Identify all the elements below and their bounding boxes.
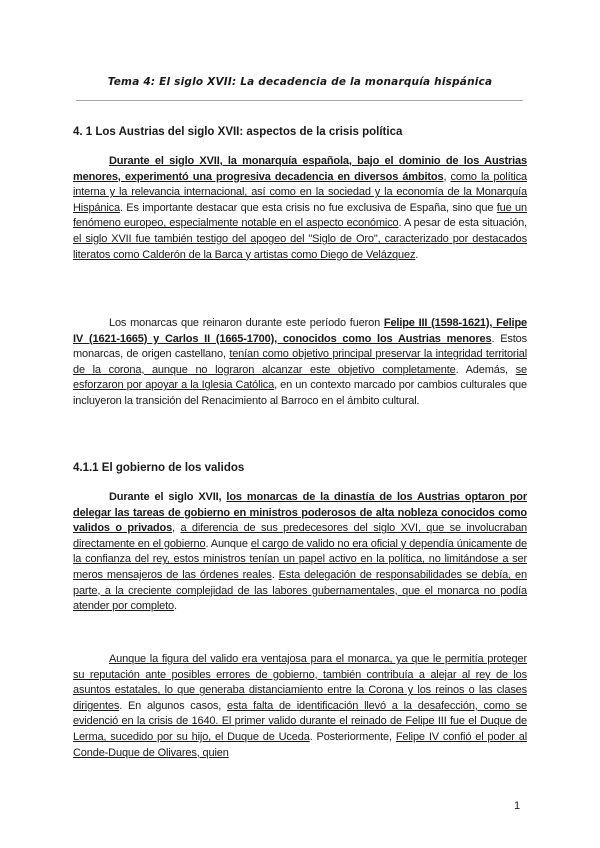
text-span: . bbox=[415, 248, 419, 261]
text-span: tenían como objetivo principal preservar la integridad territorial de la corona, aunque no lograron alcanzar este objetivo completamente bbox=[73, 348, 527, 376]
title-divider bbox=[76, 100, 523, 101]
text-span: . Aunque bbox=[205, 537, 251, 550]
text-span: los monarcas de la dinastía de los Austrias optaron por delegar las tareas de gobierno en ministros poderosos de alta nobleza conocidos como validos o privados bbox=[73, 491, 527, 535]
text-span: . Es importante destacar que esta crisis no fue exclusiva de España, sino que bbox=[119, 201, 497, 214]
text-span: el cargo de valido no era oficial y dependía únicamente de la confianza del rey, estos ministros tenían un papel activo en la política, no limitándose a ser meros mensajeros de las órdenes reales bbox=[73, 537, 527, 581]
paragraph-gobierno-validos bbox=[73, 490, 527, 615]
text-span: . Estos monarcas, de origen castellano, bbox=[73, 332, 527, 361]
text-span: como la política interna y la relevancia internacional, así como en la sociedad y la economía de la Monarquía Hispánica bbox=[73, 170, 528, 214]
text-span: Durante el siglo XVII, bbox=[109, 491, 227, 503]
text-span: Los monarcas que reinaron durante este período fueron bbox=[109, 317, 384, 329]
section-heading-validos: 4.1.1 El gobierno de los validos bbox=[73, 462, 245, 474]
text-span: se esforzaron por apoyar a la Iglesia Católica bbox=[73, 363, 527, 392]
text-span: . bbox=[173, 600, 177, 613]
section-heading-austrias: 4. 1 Los Austrias del siglo XVII: aspectos de la crisis política bbox=[73, 126, 403, 138]
text-span: . En algunos casos, bbox=[119, 699, 228, 712]
text-span: Aunque la figura del valido era ventajosa para el monarca, ya que le permitía proteger su reputación ante posibles errores de gobierno, también contribuía a alejar al rey de los asuntos estatales, lo que generaba distanciamiento entre la Corona y los reinos o las clases dirigentes bbox=[73, 653, 527, 712]
paragraph-monarcas bbox=[73, 316, 527, 410]
text-span: Durante el siglo XVII, la monarquía española, bajo el dominio de los Austrias menores, experimentó una progresiva decadencia en diversos ámbitos bbox=[73, 155, 527, 183]
document-title: Tema 4: El siglo XVII: La decadencia de la monarquía hispánica bbox=[107, 76, 493, 88]
paragraph-figura-valido bbox=[73, 652, 527, 761]
text-span: Esta delegación de responsabilidades se debía, en parte, a la creciente complejidad de las labores gubernamentales, que el monarca no podía atender por completo bbox=[73, 568, 527, 613]
text-span: el siglo XVII fue también testigo del apogeo del "Siglo de Oro", caracterizado por destacados literatos como Calderón de la Barca y artistas como Diego de Velázquez bbox=[73, 232, 527, 261]
text-span: a diferencia de sus predecesores del siglo XVI, que se involucraban directamente en el gobierno bbox=[73, 522, 528, 550]
text-span: Felipe IV confió el poder al Conde-Duque de Olivares, quien bbox=[73, 730, 527, 759]
text-span: esta falta de identificación llevó a la desafección, como se evidenció en la crisis de 1640. El primer valido durante el reinado de Felipe III fue el Duque de Lerma, sucedido por su hijo, el Duque de Uceda bbox=[73, 699, 527, 743]
text-span: . Además, bbox=[455, 363, 516, 376]
text-span: fue un fenómeno europeo, especialmente notable en el aspecto económico bbox=[73, 201, 527, 230]
text-span: Felipe III (1598-1621), Felipe IV (1621-1665) y Carlos II (1665-1700), conocidos como los Austrias menores bbox=[73, 317, 527, 345]
text-span: , bbox=[172, 522, 181, 535]
text-span: . Posteriormente, bbox=[309, 730, 396, 743]
page-number: 1 bbox=[514, 800, 521, 812]
paragraph-austrias-decadencia bbox=[73, 154, 527, 263]
text-span: . bbox=[271, 568, 279, 581]
text-span: , en un contexto marcado por cambios culturales que incluyeron la transición del Renacimiento al Barroco en el ámbito cultural. bbox=[73, 379, 527, 407]
text-span: , bbox=[443, 170, 451, 183]
text-span: . A pesar de esta situación, bbox=[398, 217, 527, 230]
